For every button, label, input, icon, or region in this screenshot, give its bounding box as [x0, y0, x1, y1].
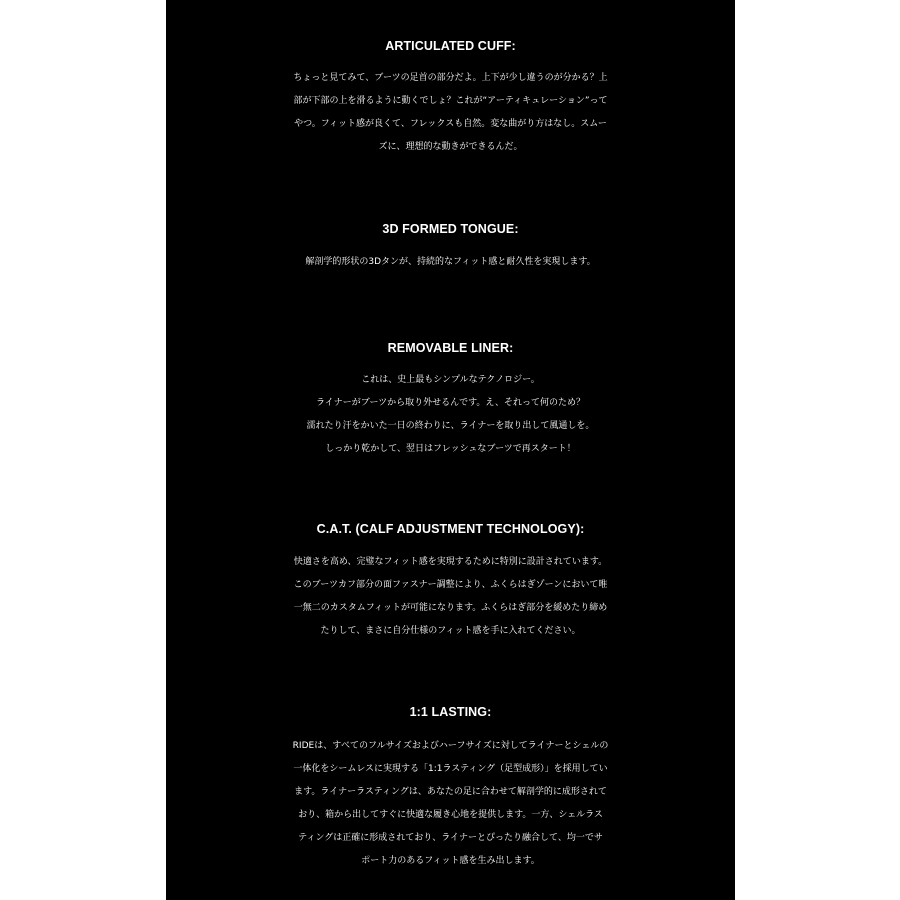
body-line: 一体化をシームレスに実現する「1:1ラスティング（足型成形）」を採用してい	[293, 764, 608, 774]
section-removable-liner	[166, 340, 735, 461]
body-line: 部が下部の上を滑るように動くでしょ？これが“アーティキュレーション”って	[293, 96, 608, 106]
body-line: ライナーがブーツから取り外せるんです。え、それって何のため？	[316, 398, 585, 408]
section-body	[166, 369, 735, 461]
section-lasting	[166, 704, 735, 873]
body-line: おり、箱から出してすぐに快適な履き心地を提供します。一方、シェルラス	[298, 810, 603, 820]
section-heading: ARTICULATED CUFF:	[385, 39, 516, 53]
section-3d-formed-tongue	[166, 221, 735, 274]
body-line: ズに、理想的な動きができるんだ。	[378, 142, 523, 152]
body-line: ポート力のあるフィット感を生み出します。	[361, 856, 540, 866]
section-body	[166, 735, 735, 873]
body-line: ます。ライナーラスティングは、あなたの足に合わせて解剖学的に成形されて	[294, 787, 607, 797]
section-body	[166, 67, 735, 159]
feature-panel	[166, 0, 735, 900]
section-body	[166, 551, 735, 643]
body-line: 解剖学的形状の3Dタンが、持続的なフィット感と耐久性を実現します。	[305, 257, 596, 267]
body-line: ちょっと見てみて、ブーツの足首の部分だよ。上下が少し違うのが分かる？上	[293, 73, 608, 83]
section-heading: 3D FORMED TONGUE:	[382, 222, 519, 236]
section-body	[166, 251, 735, 274]
body-line: これは、史上最もシンプルなテクノロジー。	[361, 375, 540, 385]
section-heading: REMOVABLE LINER:	[387, 341, 514, 355]
section-heading: 1:1 LASTING:	[409, 705, 492, 719]
section-articulated-cuff	[166, 38, 735, 159]
body-line: やつ。フィット感が良くて、フレックスも自然。変な曲がり方はなし。スムー	[294, 119, 607, 129]
body-line: 一無二のカスタムフィットが可能になります。ふくらはぎ部分を緩めたり締め	[293, 603, 608, 613]
body-line: 濡れたり汗をかいた一日の終わりに、ライナーを取り出して風通しを。	[306, 421, 595, 431]
section-cat	[166, 521, 735, 643]
body-line: しっかり乾かして、翌日はフレッシュなブーツで再スタート！	[325, 444, 576, 454]
body-line: ティングは正確に形成されており、ライナーとぴったり融合して、均一でサ	[298, 833, 603, 843]
body-line: 快適さを高め、完璧なフィット感を実現するために特別に設計されています。	[293, 557, 608, 567]
section-heading: C.A.T. (CALF ADJUSTMENT TECHNOLOGY):	[316, 522, 585, 536]
body-line: RIDEは、すべてのフルサイズおよびハーフサイズに対してライナーとシェルの	[292, 741, 609, 751]
body-line: このブーツカフ部分の面ファスナー調整により、ふくらはぎゾーンにおいて唯	[293, 580, 608, 590]
body-line: たりして、まさに自分仕様のフィット感を手に入れてください。	[320, 626, 581, 636]
